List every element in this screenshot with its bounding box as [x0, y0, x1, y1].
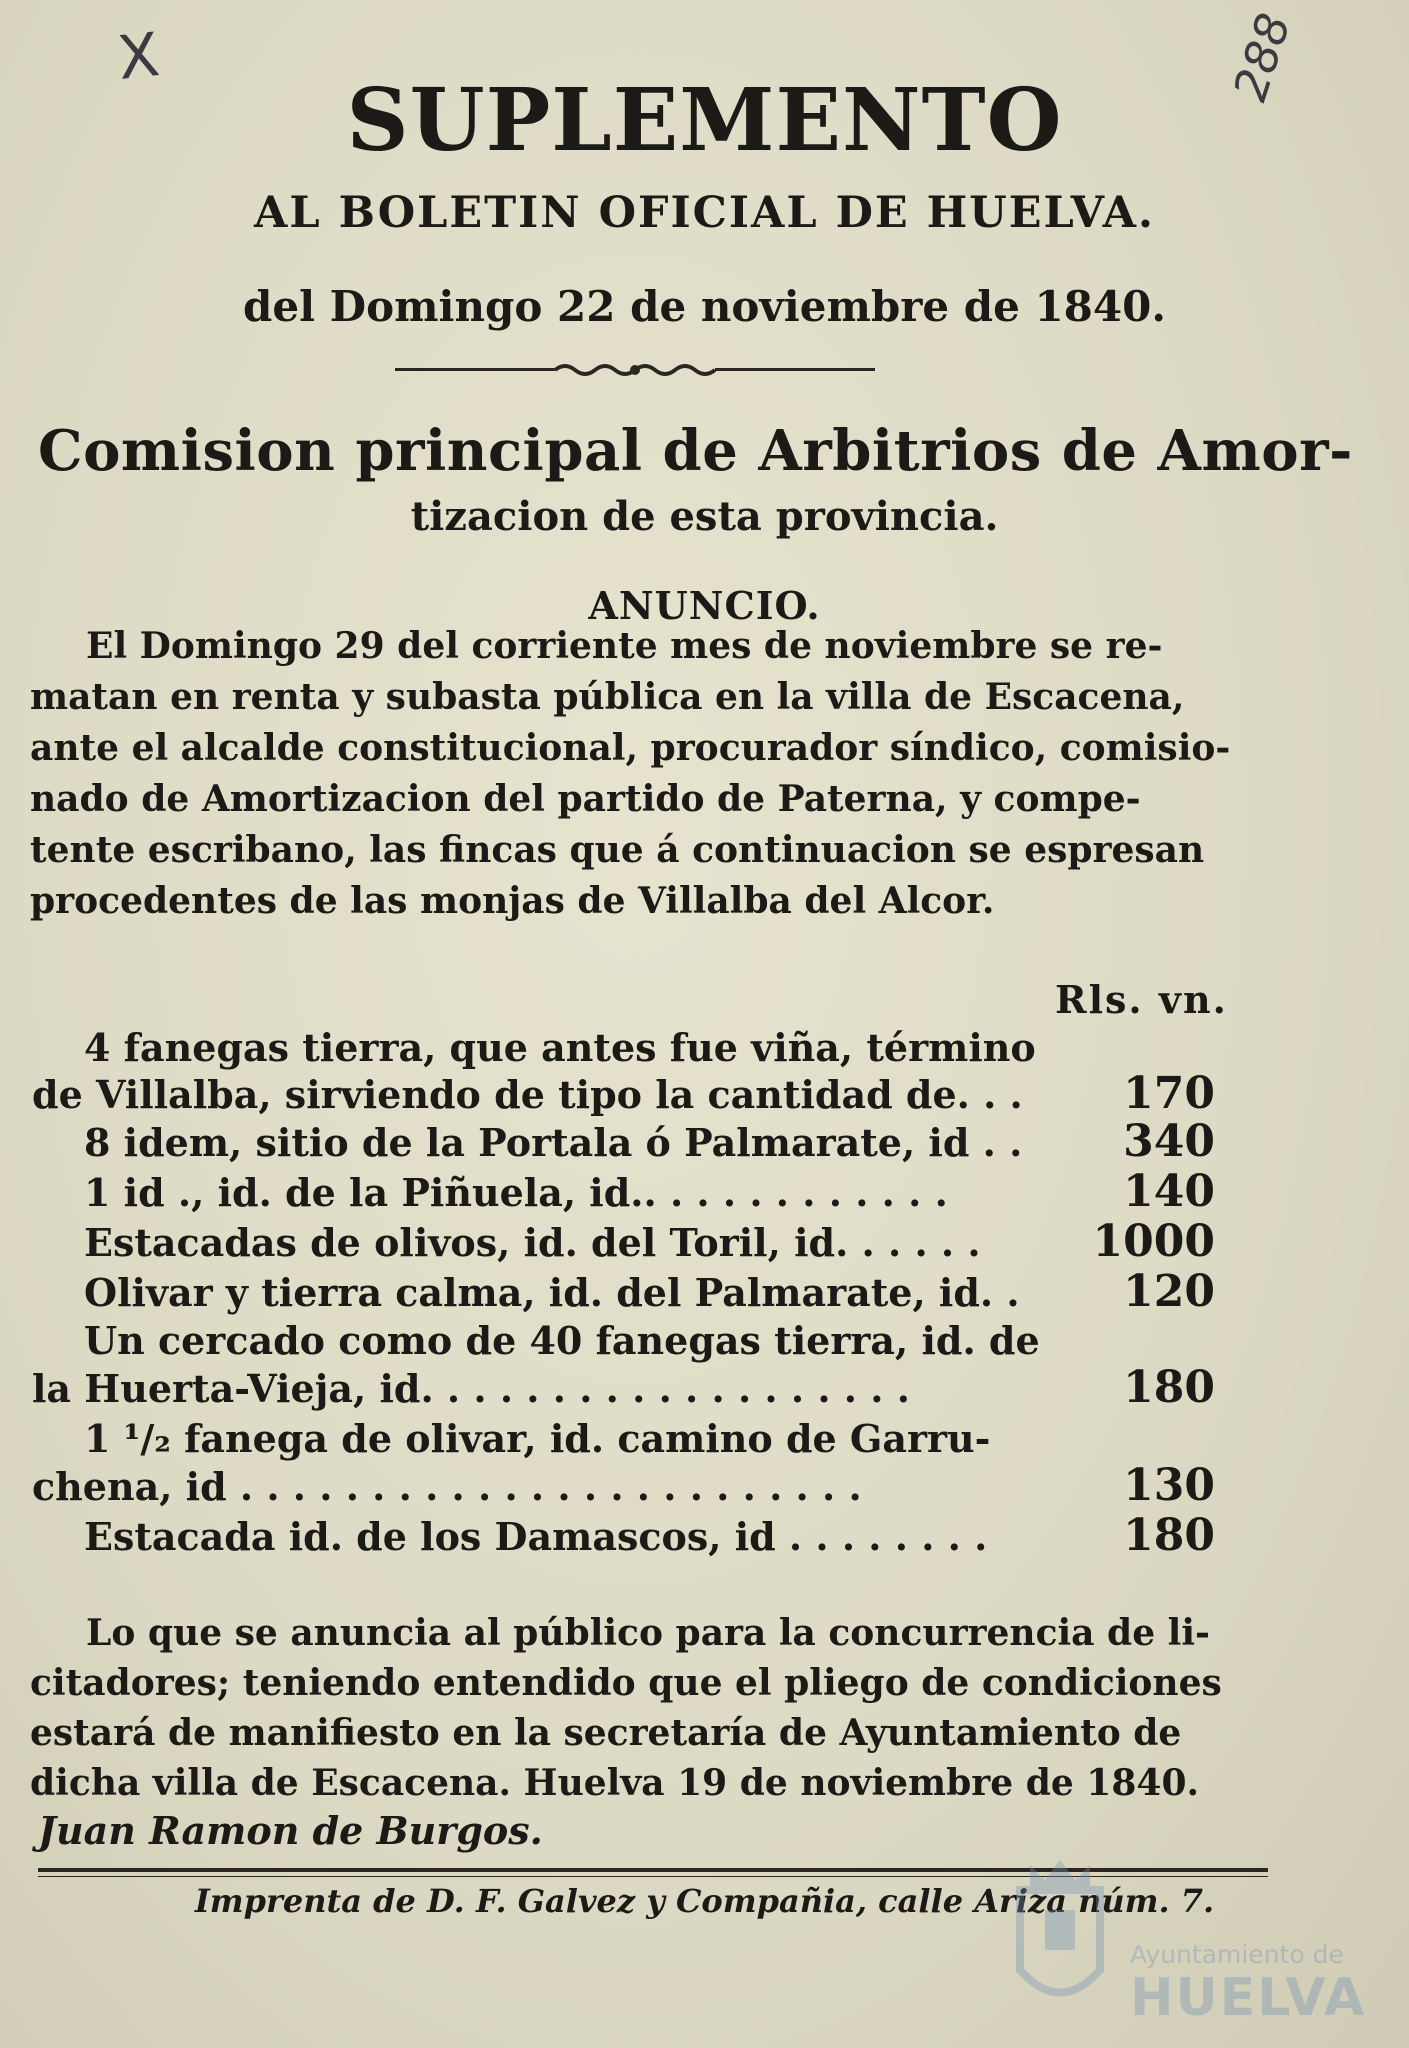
body-line-text: ante el alcalde constitucional, procurador síndico, comisio-	[30, 727, 1231, 769]
property-item-line: de Villalba, sirviendo de tipo la cantidad de. . .	[32, 1072, 1023, 1117]
closing-line	[30, 1662, 1260, 1704]
property-value: 180	[1123, 1362, 1215, 1413]
handwritten-x-mark: X	[114, 20, 163, 94]
closing-line	[30, 1762, 1260, 1804]
body-line	[30, 676, 1260, 718]
body-line	[30, 778, 1260, 820]
property-item-line: 1 id ., id. de la Piñuela, id.. . . . . . . . . . . .	[84, 1170, 948, 1215]
property-value: 170	[1123, 1068, 1215, 1119]
property-value: 140	[1123, 1166, 1215, 1217]
imprint-line: Imprenta de D. F. Galvez y Compañia, calle Ariza núm. 7.	[194, 1882, 1215, 1920]
ornamental-rule	[395, 360, 875, 380]
closing-line	[30, 1612, 1316, 1654]
property-item-line: chena, id . . . . . . . . . . . . . . . . . . . . . . . .	[32, 1464, 862, 1509]
property-value: 1000	[1092, 1216, 1215, 1267]
section-heading-line-2: tizacion de esta provincia.	[410, 493, 999, 540]
watermark-text-line-1: Ayuntamiento de	[1130, 1940, 1344, 1969]
closing-line-text: estará de manifiesto en la secretaría de Ayuntamiento de	[30, 1712, 1182, 1754]
property-item-line: Un cercado como de 40 fanegas tierra, id. de	[84, 1318, 1040, 1363]
property-item-line: 4 fanegas tierra, que antes fue viña, término	[84, 1025, 1036, 1070]
body-line	[30, 880, 1260, 922]
document-title: SUPLEMENTO	[346, 70, 1063, 171]
property-item-line: Olivar y tierra calma, id. del Palmarate, id. .	[84, 1270, 1020, 1315]
handwritten-page-number: 288	[1222, 6, 1302, 108]
body-line-text: tente escribano, las fincas que á continuacion se espresan	[30, 829, 1205, 871]
body-line	[30, 727, 1260, 769]
property-value: 180	[1123, 1510, 1215, 1561]
closing-line	[30, 1712, 1260, 1754]
body-line-text: nado de Amortizacion del partido de Paterna, y compe-	[30, 778, 1141, 820]
closing-line-text: Lo que se anuncia al público para la concurrencia de li-	[86, 1612, 1210, 1654]
coat-of-arms-icon	[1000, 1850, 1120, 2020]
signature: Juan Ramon de Burgos.	[38, 1808, 543, 1853]
body-line	[30, 829, 1260, 871]
body-line-text: procedentes de las monjas de Villalba del Alcor.	[30, 880, 995, 922]
property-item-line: Estacada id. de los Damascos, id . . . . . . . .	[84, 1514, 988, 1559]
property-value: 130	[1123, 1460, 1215, 1511]
body-line	[30, 625, 1316, 667]
property-item-line: 1 ¹/₂ fanega de olivar, id. camino de Garru-	[84, 1416, 991, 1461]
archive-watermark	[1000, 1850, 1380, 2030]
body-line-text: El Domingo 29 del corriente mes de noviembre se re-	[86, 625, 1163, 667]
property-value: 340	[1123, 1116, 1215, 1167]
body-line-text: matan en renta y subasta pública en la villa de Escacena,	[30, 676, 1185, 718]
currency-unit-header: Rls. vn.	[1055, 977, 1228, 1022]
notice-label: ANUNCIO.	[588, 583, 821, 628]
property-item-line: la Huerta-Vieja, id. . . . . . . . . . . . . . . . . . .	[32, 1366, 910, 1411]
property-item-line: Estacadas de olivos, id. del Toril, id. . . . . .	[84, 1220, 981, 1265]
closing-line-text: dicha villa de Escacena. Huelva 19 de noviembre de 1840.	[30, 1762, 1200, 1804]
watermark-text-line-2: HUELVA	[1130, 1968, 1367, 2028]
property-item-line: 8 idem, sitio de la Portala ó Palmarate, id . .	[84, 1120, 1023, 1165]
document-subtitle: AL BOLETIN OFICIAL DE HUELVA.	[254, 188, 1155, 238]
section-heading-line-1: Comision principal de Arbitrios de Amor-	[38, 418, 1353, 484]
closing-line-text: citadores; teniendo entendido que el pliego de condiciones	[30, 1662, 1222, 1704]
document-dateline: del Domingo 22 de noviembre de 1840.	[243, 282, 1166, 331]
property-value: 120	[1123, 1266, 1215, 1317]
